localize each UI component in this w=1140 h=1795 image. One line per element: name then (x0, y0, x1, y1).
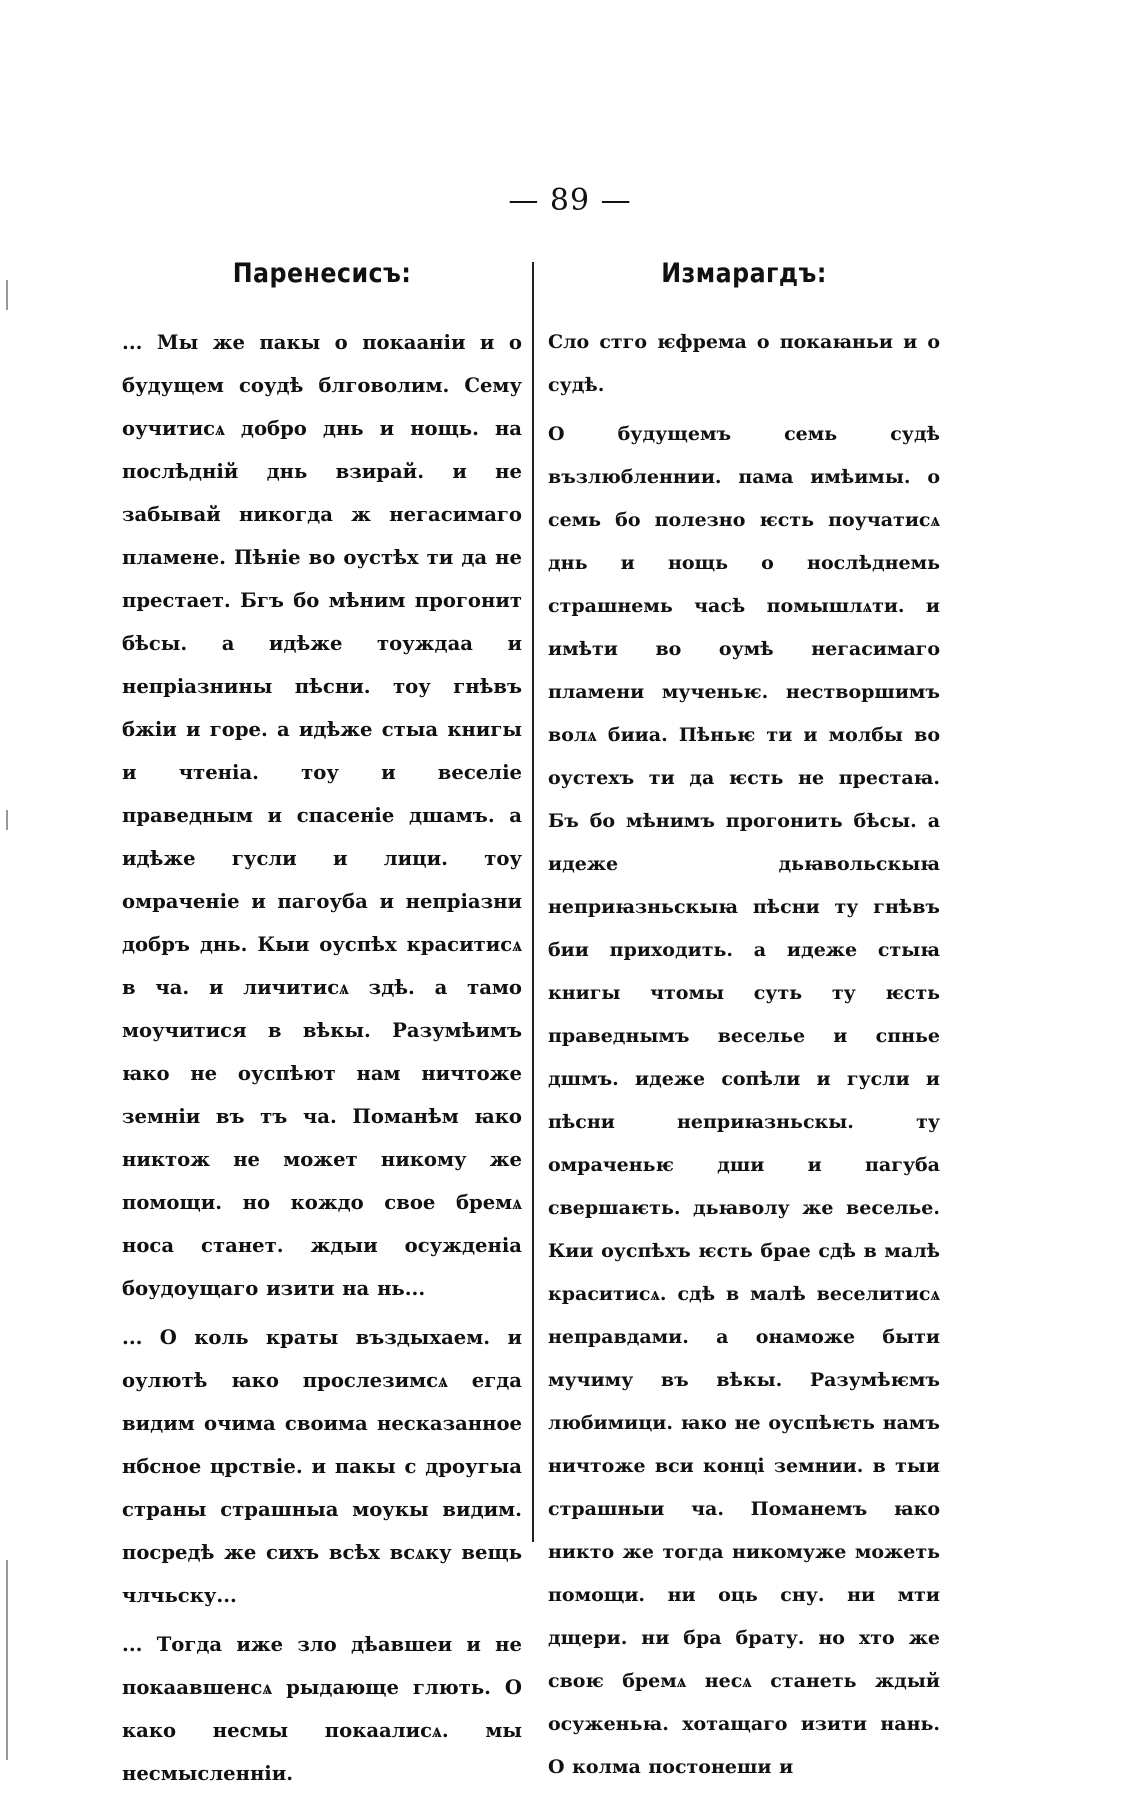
margin-scan-mark (6, 1560, 8, 1760)
left-paragraph-1: ... Мы же пакы о покаанiи и о будущем соудѣ блговолим. Сему оучитисѧ добро днь и нощь. на послѣднiй днь взирай. и не забывай никогда ж негасимаго пламене. Пѣнiе во оустѣх ти да не престает. Бгъ бо мѣним прогонит бѣсы. а идѣже тоуждаа и непрiазнины пѣсни. тоу гнѣвъ бжiи и горе. а идѣже стыа книгы и чтенiа. тоу и веселiе праведным и спасенiе дшамъ. а идѣже гусли и лици. тоу омраченiе и пагоуба и непрiазни добръ днь. Кыи оуспѣх краситисѧ в ча. и личитисѧ здѣ. а тамо моучитися в вѣкы. Разумѣимъ ꙗко не оуспѣют нам ничтоже земнiи въ тъ ча. Поманѣм ꙗко никтож не может никому же помощи. но кождо свое бремѧ носа станет. ждыи осужденiа боудоущаго изити на нь... (122, 331, 522, 1300)
page-number: — 89 — (508, 183, 632, 218)
left-column-heading: Паренесисъ: (232, 258, 412, 289)
left-paragraph-3: ... Тогда иже зло дѣавшеи и не покаавшенсѧ рыдающе глють. О како несмы покаалисѧ. мы несмысленнiи. (122, 1633, 522, 1785)
right-paragraph-2: О будущемъ семь судѣ възлюбленнии. пама имѣимы. о семь бо полезно ѥсть поучатисѧ днь и нощь о нослѣднемь страшнемь часѣ помышлѧти. и имѣти во оумѣ негасимаго пламени мученьѥ. нестворшимъ волѧ бииа. Пѣньѥ ти и молбы во оустехъ ти да ѥсть не престаꙗ. Бъ бо мѣнимъ прогонить бѣсы. а идеже дьꙗвольскыꙗ неприꙗзньскыꙗ пѣсни ту гнѣвъ бии приходить. а идеже стыꙗ книгы чтомы суть ту ѥсть праведнымъ веселье и спнье дшмъ. идеже сопѣли и гусли и пѣсни неприꙗзньскы. ту омраченьѥ дши и пагуба свершаѥть. дьꙗволу же веселье. Кии оуспѣхъ ѥсть брае сдѣ в малѣ краситисѧ. сдѣ в малѣ веселитисѧ неправдами. а онаможе быти мучиму въ вѣкы. Разумѣѥмъ любимици. ꙗко не оуспѣѥть намъ ничтоже вси концi земнии. в тыи страшныи ча. Поманемъ ꙗко никто же тогда никомуже можеть помощи. ни оць сну. ни мти дщери. ни бра брату. но хто же своѥ бремѧ несѧ станеть ждый осуженьꙗ. хотащаго изити нань. О колма постонеши и (548, 423, 940, 1778)
column-divider (532, 262, 534, 1542)
left-paragraph-2: ... О коль краты въздыхаем. и оулютѣ ꙗко прослезимсѧ егда видим очима своима несказанное нбсное црствiе. и пакы с дроугыа страны страшныа моукы видим. посредѣ же сихъ всѣх всѧку вещь члчьску... (122, 1326, 522, 1607)
margin-scan-mark (6, 280, 8, 310)
left-column (122, 258, 522, 1795)
right-column-heading: Измарагдъ: (661, 258, 827, 289)
margin-scan-mark (6, 810, 8, 830)
right-paragraph-1: Сло стго ѥфрема о покаꙗньи и о судѣ. (548, 331, 940, 396)
right-column (548, 258, 940, 1789)
